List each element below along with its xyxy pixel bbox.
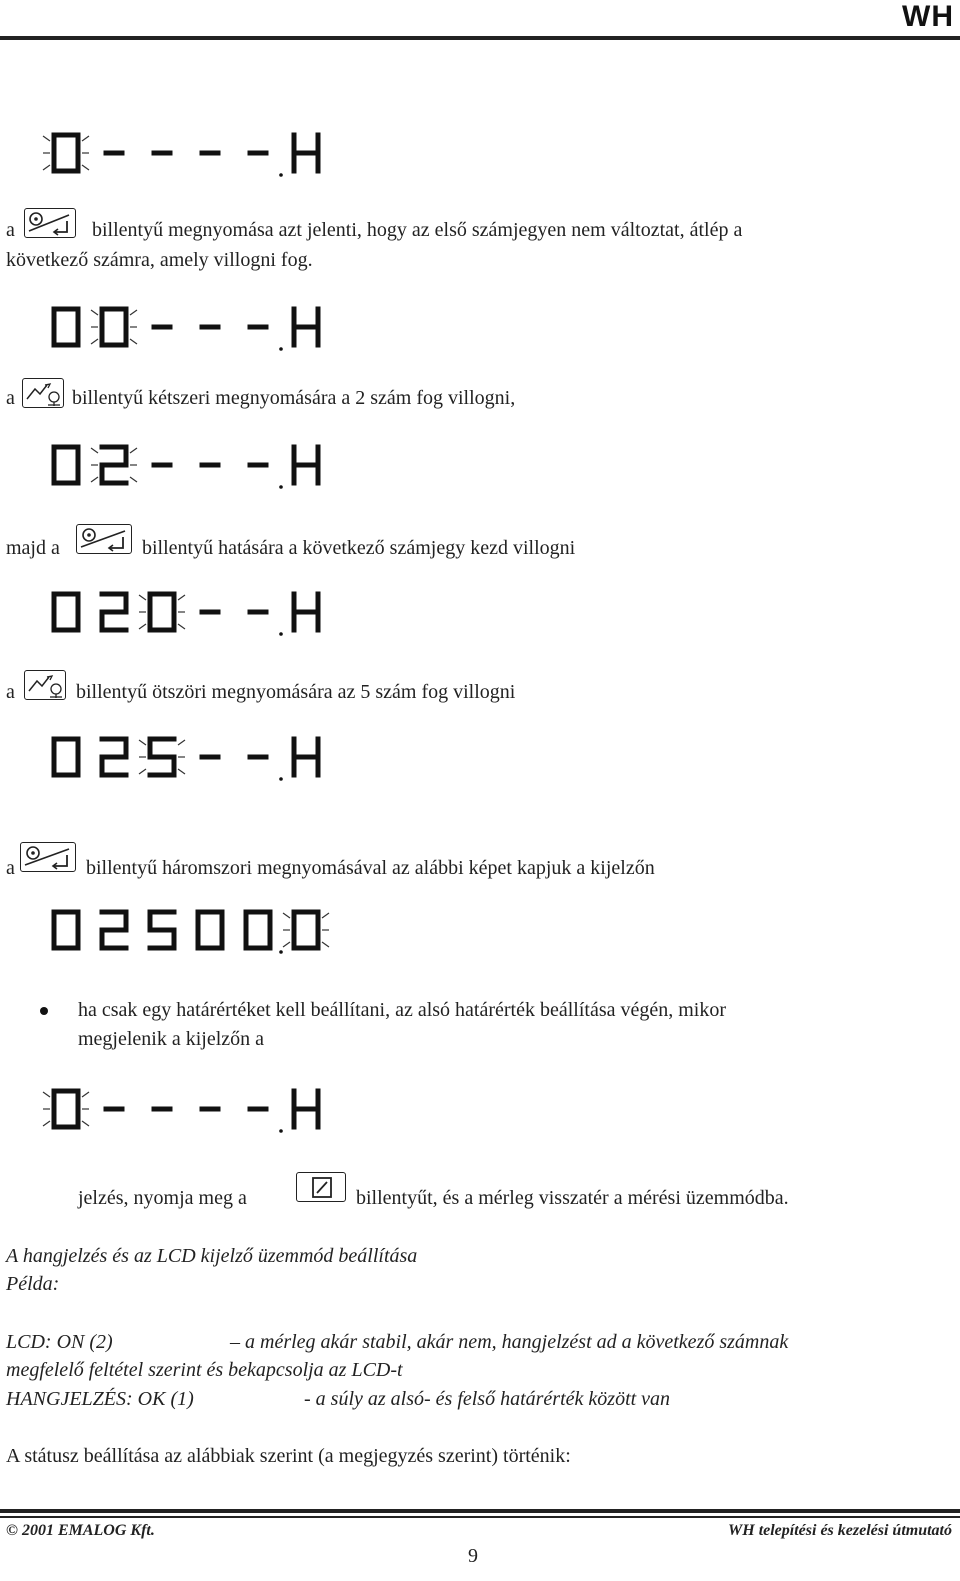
lcd-decimal-point: [279, 1129, 283, 1133]
lcd-digit: [150, 912, 174, 948]
enter-key-icon: [20, 842, 76, 872]
lcd-digit: [198, 912, 222, 948]
lcd-digit: [91, 309, 137, 345]
lcd-digit: [54, 309, 78, 345]
lcd-decimal-point: [279, 347, 283, 351]
lcd-digit: [294, 739, 318, 775]
lcd-digit: [102, 912, 126, 948]
paragraph-text: következő számra, amely villogni fog.: [6, 249, 313, 271]
paragraph-prefix: a: [6, 219, 15, 241]
lcd-digit: [139, 739, 185, 775]
header-brand: WH: [902, 0, 954, 33]
paragraph-prefix: a: [6, 857, 15, 879]
lcd-digit: [283, 912, 329, 948]
lcd-decimal-point: [279, 173, 283, 177]
lcd-digit: [43, 1091, 89, 1127]
paragraph-prefix: jelzés, nyomja meg a: [78, 1187, 247, 1209]
increment-key-icon: [24, 670, 66, 700]
bullet-text: ha csak egy határértéket kell beállítani, az alsó határérték beállítása végén, mikor: [78, 999, 727, 1021]
section-title: A hangjelzés és az LCD kijelző üzemmód beállítása: [6, 1245, 418, 1267]
lcd-digit: [294, 135, 318, 171]
lcd-display: [40, 438, 340, 494]
lcd-mode-desc: megfelelő feltétel szerint és bekapcsolja az LCD-t: [6, 1359, 403, 1381]
lcd-decimal-point: [279, 777, 283, 781]
lcd-digit: [54, 594, 78, 630]
lcd-digit: [54, 912, 78, 948]
lcd-decimal-point: [279, 632, 283, 636]
footer-copyright: © 2001 EMALOG Kft.: [6, 1522, 155, 1539]
lcd-digit: [54, 447, 78, 483]
lcd-display: [40, 585, 340, 641]
lcd-digit: [294, 309, 318, 345]
lcd-digit: [91, 447, 137, 483]
lcd-digit: [294, 447, 318, 483]
bullet-text: megjelenik a kijelzőn a: [78, 1028, 265, 1050]
enter-key-icon: [76, 524, 132, 554]
paragraph-prefix: a: [6, 681, 15, 703]
lcd-display: [40, 903, 340, 959]
lcd-digit: [102, 739, 126, 775]
enter-key-icon: [24, 208, 76, 238]
lcd-display: [40, 126, 340, 182]
footer-rule: [0, 1516, 960, 1518]
lcd-digit: [246, 912, 270, 948]
paragraph-text: billentyű ötszöri megnyomására az 5 szám fog villogni: [76, 681, 516, 703]
increment-key-icon: [22, 378, 64, 408]
lcd-digit: [43, 135, 89, 171]
lcd-decimal-point: [279, 485, 283, 489]
example-label: Példa:: [6, 1273, 60, 1295]
paragraph-text: billentyű kétszeri megnyomására a 2 szám fog villogni,: [72, 387, 516, 409]
lcd-digit: [102, 594, 126, 630]
lcd-display: [40, 300, 340, 356]
sound-mode-desc: - a súly az alsó- és felső határérték között van: [304, 1388, 671, 1410]
confirm-key-icon: [296, 1172, 346, 1202]
lcd-mode-label: LCD: ON (2): [6, 1331, 113, 1353]
lcd-digit: [294, 594, 318, 630]
lcd-digit: [294, 1091, 318, 1127]
status-line: A státusz beállítása az alábbiak szerint (a megjegyzés szerint) történik:: [6, 1445, 571, 1467]
lcd-mode-desc: – a mérleg akár stabil, akár nem, hangjelzést ad a következő számnak: [230, 1331, 789, 1353]
paragraph-text: billentyű háromszori megnyomásával az alábbi képet kapjuk a kijelzőn: [86, 857, 655, 879]
footer-rule: [0, 1509, 960, 1513]
bullet-dot: [40, 1007, 48, 1015]
page-number: 9: [468, 1545, 478, 1567]
sound-mode-label: HANGJELZÉS: OK (1): [6, 1388, 194, 1410]
header-rule: [0, 36, 960, 40]
paragraph-text: billentyű megnyomása azt jelenti, hogy az első számjegyen nem változtat, átlép a: [92, 219, 743, 241]
lcd-decimal-point: [279, 950, 283, 954]
lcd-digit: [139, 594, 185, 630]
paragraph-prefix: a: [6, 387, 15, 409]
lcd-display: [40, 730, 340, 786]
paragraph-text: billentyűt, és a mérleg visszatér a mérési üzemmódba.: [356, 1187, 789, 1209]
lcd-digit: [54, 739, 78, 775]
footer-manual-title: WH telepítési és kezelési útmutató: [728, 1522, 952, 1539]
paragraph-text: billentyű hatására a következő számjegy kezd villogni: [142, 537, 576, 559]
lcd-display: [40, 1082, 340, 1138]
paragraph-prefix: majd a: [6, 537, 60, 559]
